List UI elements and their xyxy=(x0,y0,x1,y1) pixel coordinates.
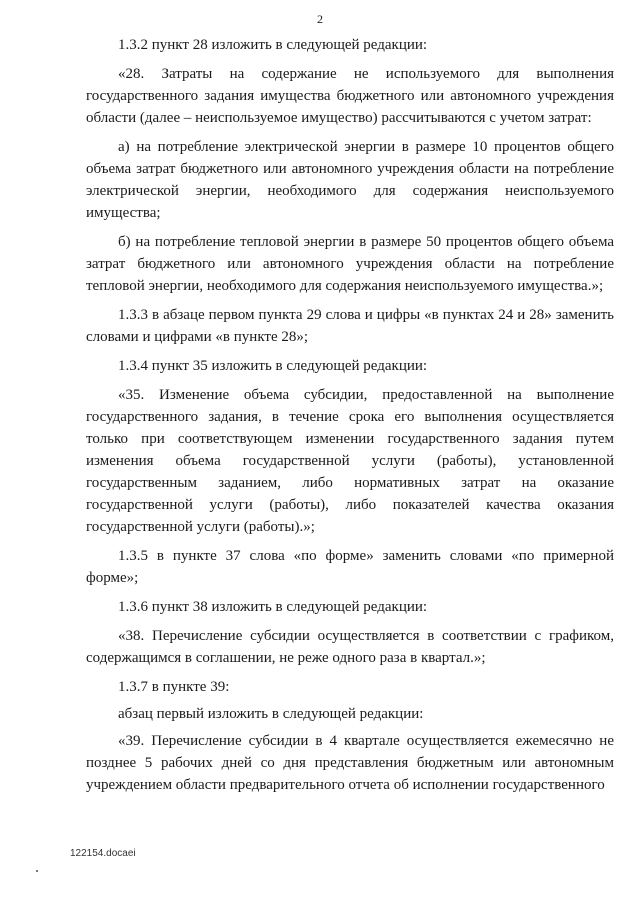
margin-mark xyxy=(36,870,38,872)
paragraph-1-3-7: 1.3.7 в пункте 39: xyxy=(118,679,230,695)
paragraph-item-28: «28. Затраты на содержание не используемого для выполнения государственного задания имущества бюджетного или автономного учреждения области (далее – неиспользуемое имущество) рассчитываются с учетом затрат: xyxy=(86,66,614,126)
paragraph-first-abzac: абзац первый изложить в следующей редакции: xyxy=(118,706,424,722)
paragraph-1-3-2: 1.3.2 пункт 28 изложить в следующей редакции: xyxy=(118,37,428,53)
paragraph-item-39: «39. Перечисление субсидии в 4 квартале осуществляется ежемесячно не позднее 5 рабочих дней со дня представления бюджетным или автономным учреждением области предварительного отчета об исполнении государственного xyxy=(86,733,614,793)
paragraph-1-3-4: 1.3.4 пункт 35 изложить в следующей редакции: xyxy=(118,358,428,374)
paragraph-1-3-3: 1.3.3 в абзаце первом пункта 29 слова и цифры «в пунктах 24 и 28» заменить словами и цифрами «в пункте 28»; xyxy=(86,307,614,345)
document-body xyxy=(86,34,614,803)
paragraph-1-3-6: 1.3.6 пункт 38 изложить в следующей редакции: xyxy=(118,599,428,615)
paragraph-item-35: «35. Изменение объема субсидии, предоставленной на выполнение государственного задания, в течение срока его выполнения осуществляется только при соответствующем изменении государственного задания путем изменения объема государственной услуги (работы), установленной государственным заданием, либо нормативных затрат на оказание государственной услуги (работы), либо показателей качества оказания государственной услуги (работы).»; xyxy=(86,387,614,535)
page-number: 2 xyxy=(317,12,323,26)
paragraph-subitem-a: а) на потребление электрической энергии в размере 10 процентов общего объема затрат бюджетного или автономного учреждения области на потребление электрической энергии, необходимого для содержания неиспользуемого имущества; xyxy=(86,139,614,221)
footer-filename: 122154.docaei xyxy=(70,848,136,859)
paragraph-subitem-b: б) на потребление тепловой энергии в размере 50 процентов общего объема затрат бюджетного или автономного учреждения области на потребление тепловой энергии, необходимого для содержания неиспользуемого имущества.»; xyxy=(86,234,614,294)
paragraph-item-38: «38. Перечисление субсидии осуществляется в соответствии с графиком, содержащимся в соглашении, не реже одного раза в квартал.»; xyxy=(86,628,614,666)
paragraph-1-3-5: 1.3.5 в пункте 37 слова «по форме» заменить словами «по примерной форме»; xyxy=(86,548,614,586)
